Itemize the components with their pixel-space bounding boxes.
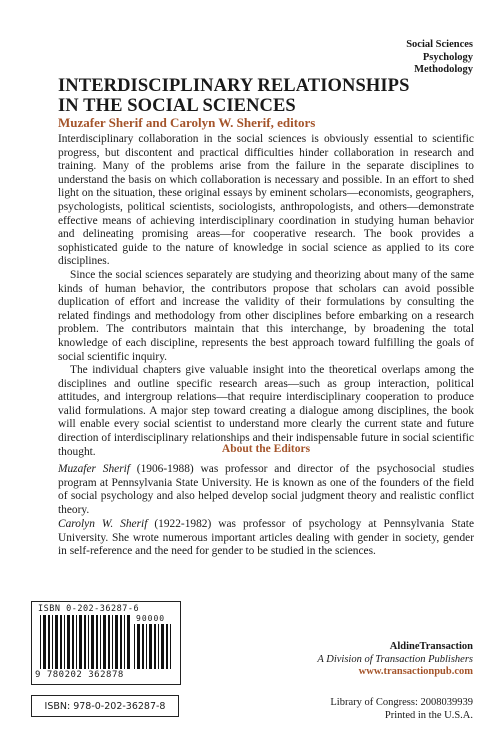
book-title (58, 76, 478, 116)
barcode-bar (67, 615, 70, 669)
editors-line: Muzafer Sherif and Carolyn W. Sherif, editors (58, 115, 316, 130)
barcode-bar (137, 624, 140, 669)
editor-name: Carolyn W. Sherif (58, 518, 148, 530)
about-editors-heading: About the Editors (221, 443, 311, 455)
category-list (406, 39, 473, 77)
editor-bio-text: (1906-1988) was professor and director of the psychosocial studies program at Pennsylvania State University. He is known as one of the founders of the field of social psychology and also helped develop social judgment theory and realistic conflict theory. (58, 463, 474, 516)
barcode-bar (103, 615, 106, 669)
barcode-ean: 9 780202 362878 (35, 670, 124, 680)
editor-name: Muzafer Sherif (58, 463, 130, 475)
barcode-bar (134, 624, 135, 669)
barcode-bar (48, 615, 50, 669)
publisher-url[interactable]: www.transactionpub.com (358, 666, 473, 677)
barcode-bar (112, 615, 113, 669)
editor-bio (58, 518, 474, 559)
printed-in: Printed in the U.S.A. (384, 709, 473, 721)
barcode-bar (52, 615, 53, 669)
barcode-bar (170, 624, 171, 669)
barcode-bar (79, 615, 82, 669)
barcode-bar (146, 624, 147, 669)
barcode-bar (96, 615, 98, 669)
barcode-bar (154, 624, 156, 669)
description-paragraph: Since the social sciences separately are studying and theorizing about many of the same kinds of human behavior, the contributors propose that scholars can avoid possible duplication of effort and increase the validity of their formulations by consulting the related findings and methodology from other disciplines before embarking on a research problem. The contributors maintain that this interchange, by broadening the total knowledge of each discipline, represents the best approach toward fulfilling the goals of social scientific inquiry. (58, 268, 474, 363)
category-item: Social Sciences (406, 39, 473, 50)
description-paragraph: The individual chapters give valuable insight into the theoretical overlaps among the disciplines and outline specific research areas—such as group interaction, political attitudes, and intergroup relations—that require interdisciplinary cooperation to produce valid formulations. A major step toward creating a dialogue among disciplines, the book will enable every social scientist to understand more clearly the current state and future direction of interdisciplinary relationships and their indispensable future in social scientific thought. (58, 364, 474, 458)
library-of-congress: Library of Congress: 2008039939 (330, 697, 473, 708)
barcode-bar (91, 615, 94, 669)
editor-bio-text: (1922-1982) was professor of psychology at Pennsylvania State University. She wrote numerous important articles dealing with gender in society, gender in self-reference and the need for gender to be studied in the sciences. (58, 518, 474, 558)
barcode-bar (124, 615, 125, 669)
title-line: INTERDISCIPLINARY RELATIONSHIPS (58, 76, 410, 96)
barcode-bar (161, 624, 164, 669)
category-item: Methodology (414, 64, 473, 75)
description-paragraph: Interdisciplinary collaboration in the social sciences is obviously essential to scientific progress, but discontent and practical difficulties hinder collaboration in research and training. Many of the problems arise from the failure in the separate disciplines to understand the basis on which collaboration is necessary and possible. In an effort to shed light on the situation, these original essays by eminent scholars—economists, geographers, psychologists, political scientists, sociologists, anthropologists, and others—demonstrate effective means of achieving interdisciplinary coordination in studying human behavior and delineating promising areas—for cooperative research. The book provides a sophisticated guide to the nature of knowledge in social science as applied to its core disciplines. (58, 133, 474, 268)
barcode-bar (60, 615, 62, 669)
barcode-bars (40, 615, 132, 669)
category-item: Psychology (422, 51, 473, 63)
library-info (330, 697, 473, 722)
publisher-block (317, 641, 473, 679)
barcode-bar (76, 615, 77, 669)
barcode-bar (120, 615, 122, 669)
barcode-bar (115, 615, 118, 669)
barcode-bar (127, 615, 130, 669)
barcode-bar (142, 624, 144, 669)
barcode-bar (108, 615, 110, 669)
isbn-label: ISBN: 978-0-202-36287-8 (31, 695, 179, 717)
title-line: IN THE SOCIAL SCIENCES (58, 96, 296, 116)
barcode-bar (100, 615, 101, 669)
barcode (31, 601, 181, 685)
barcode-bar (72, 615, 74, 669)
barcode-isbn: ISBN 0-202-36287-6 (38, 604, 140, 614)
description (58, 133, 474, 459)
barcode-bar (88, 615, 89, 669)
publisher-division: A Division of Transaction Publishers (317, 653, 473, 665)
editor-bio (58, 463, 474, 517)
barcode-addon-bars (134, 624, 174, 669)
barcode-bar (64, 615, 65, 669)
barcode-bar (40, 615, 41, 669)
barcode-bar (149, 624, 152, 669)
barcode-addon: 90000 (136, 614, 166, 623)
barcode-bar (55, 615, 58, 669)
barcode-bar (84, 615, 86, 669)
barcode-bar (43, 615, 46, 669)
barcode-bar (166, 624, 168, 669)
publisher-name: AldineTransaction (389, 641, 473, 652)
barcode-bar (158, 624, 159, 669)
